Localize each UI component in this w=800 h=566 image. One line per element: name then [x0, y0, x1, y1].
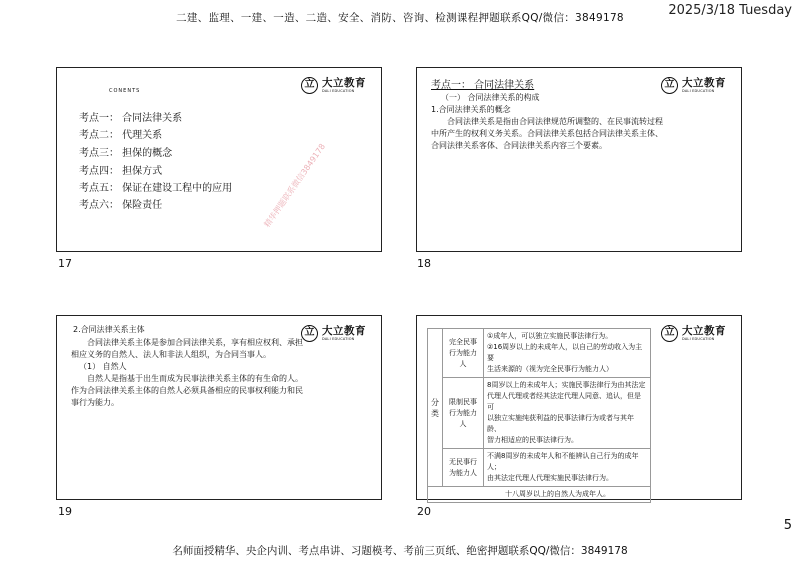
logo — [301, 324, 371, 346]
logo-name: 大立教育 — [322, 77, 366, 89]
slide-number: 17 — [58, 257, 72, 270]
row-head: 限制民事行为能力人 — [443, 378, 484, 449]
row-line: 以独立实施纯获利益的民事法律行为或者与其年龄、 — [487, 414, 634, 433]
logo — [661, 76, 731, 98]
logo-sub: DALI EDUCATION — [322, 89, 355, 93]
text-line: 事行为能力。 — [71, 398, 119, 407]
text-line: （一） 合同法律关系的构成 — [441, 93, 540, 102]
table-footnote: 十八周岁以上的自然人为成年人。 — [428, 487, 651, 503]
text-line: 自然人是指基于出生而成为民事法律关系主体的有生命的人。 — [87, 374, 303, 383]
date-label: 2025/3/18 Tuesday — [668, 3, 792, 18]
logo — [661, 324, 731, 346]
slide-number: 19 — [58, 505, 72, 518]
logo-name: 大立教育 — [682, 77, 726, 89]
logo-sub: DALI EDUCATION — [682, 337, 715, 341]
slide-19 — [56, 315, 382, 500]
table-row — [428, 449, 651, 487]
text-line: 1.合同法律关系的概念 — [431, 105, 511, 114]
table-row — [428, 487, 651, 503]
row-line: 生活来源的（视为完全民事行为能力人） — [487, 365, 613, 373]
slide-title: 考点一： 合同法律关系 — [431, 80, 535, 91]
logo-mark-icon: 立 — [301, 325, 318, 342]
logo-sub: DALI EDUCATION — [322, 337, 355, 341]
logo-name: 大立教育 — [322, 325, 366, 337]
logo — [301, 76, 371, 98]
text-line: 合同法律关系主体是参加合同法律关系，享有相应权利、承担 — [87, 338, 303, 347]
text-line: （1） 自然人 — [79, 362, 127, 371]
side-label: 分类 — [428, 329, 443, 487]
toc-item: 考点二： 代理关系 — [79, 130, 163, 141]
logo-mark-icon: 立 — [301, 77, 318, 94]
row-line: 由其法定代理人代理实施民事法律行为。 — [487, 474, 613, 482]
table-row — [428, 378, 651, 449]
text-line: 中所产生的权利义务关系。合同法律关系包括合同法律关系主体、 — [431, 129, 663, 138]
slide-17 — [56, 67, 382, 252]
logo-name: 大立教育 — [682, 325, 726, 337]
row-head: 无民事行为能力人 — [443, 449, 484, 487]
page-header: 二建、监理、一建、一造、二造、安全、消防、咨询、检测课程押题联系QQ/微信：3849178 — [176, 12, 624, 24]
row-body — [484, 449, 651, 487]
toc-item: 考点五： 保证在建设工程中的应用 — [79, 183, 233, 194]
toc-item: 考点四： 担保方式 — [79, 166, 163, 177]
text-line: 相应义务的自然人、法人和非法人组织，为合同当事人。 — [71, 350, 271, 359]
slide-18 — [416, 67, 742, 252]
row-line: ①成年人，可以独立实施民事法律行为。 — [487, 332, 613, 340]
row-body — [484, 378, 651, 449]
page-number: 5 — [783, 518, 792, 533]
capacity-table — [427, 328, 651, 503]
slide-number: 20 — [417, 505, 431, 518]
logo-mark-icon: 立 — [661, 77, 678, 94]
logo-sub: DALI EDUCATION — [682, 89, 715, 93]
row-head: 完全民事行为能力人 — [443, 329, 484, 378]
logo-mark-icon: 立 — [661, 325, 678, 342]
text-line: 2.合同法律关系主体 — [73, 325, 145, 334]
text-line: 合同法律关系客体、合同法律关系内容三个要素。 — [431, 141, 607, 150]
row-line: ②16周岁以上的未成年人，以自己的劳动收入为主要 — [487, 343, 643, 362]
toc-item: 考点三： 担保的概念 — [79, 148, 173, 159]
row-body — [484, 329, 651, 378]
toc-item: 考点一： 合同法律关系 — [79, 113, 183, 124]
text-line: 合同法律关系是指由合同法律规范所调整的、在民事流转过程 — [447, 117, 663, 126]
contents-label: CONENTS — [109, 88, 141, 94]
slide-number: 18 — [417, 257, 431, 270]
row-line: 智力相适应的民事法律行为。 — [487, 436, 578, 444]
table-row — [428, 329, 651, 378]
slide-20 — [416, 315, 742, 500]
text-line: 作为合同法律关系主体的自然人必须具备相应的民事权利能力和民 — [71, 386, 303, 395]
row-line: 8周岁以上的未成年人；实施民事法律行为由其法定 — [487, 381, 646, 389]
watermark: 精华押题联系微信3849178 — [262, 142, 328, 229]
page-footer: 名师面授精华、央企内训、考点串讲、习题模考、考前三页纸、绝密押题联系QQ/微信：3849178 — [172, 545, 628, 557]
row-line: 不满8周岁的未成年人和不能辨认自己行为的成年人； — [487, 452, 639, 471]
row-line: 代理人代理或者经其法定代理人同意、追认，但是可 — [487, 392, 641, 411]
toc-item: 考点六： 保险责任 — [79, 200, 163, 211]
